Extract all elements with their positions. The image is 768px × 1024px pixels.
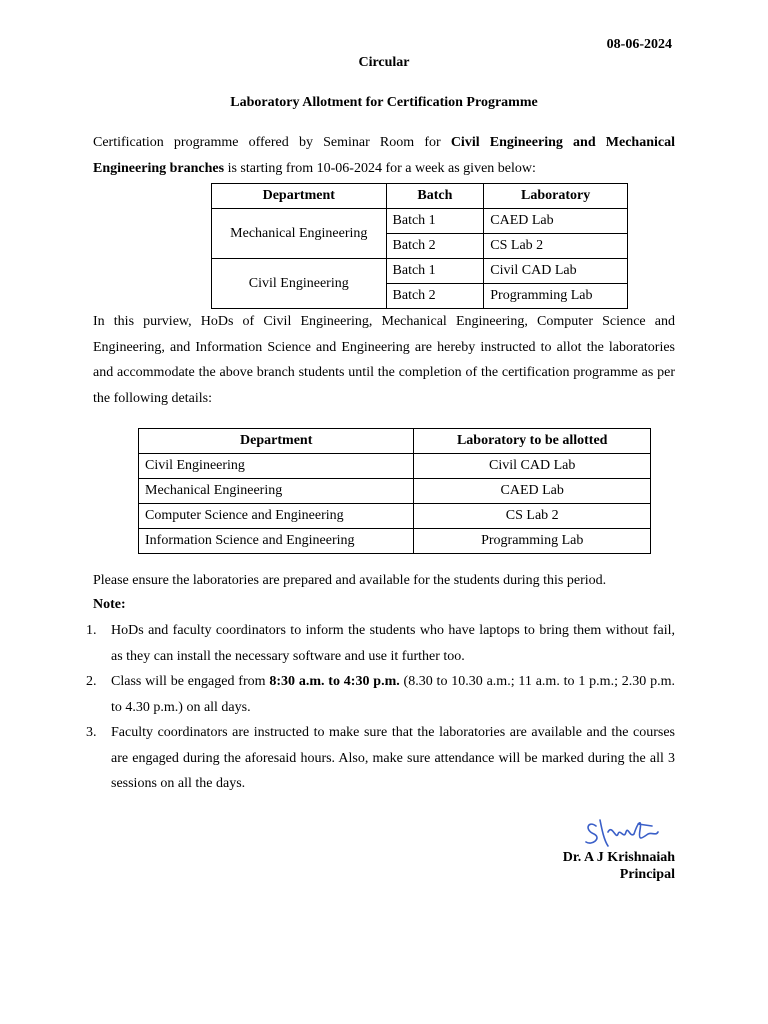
department-cell: Civil Engineering — [139, 454, 414, 479]
notes-list — [86, 618, 676, 797]
list-item — [86, 618, 675, 669]
signatory-block — [563, 849, 675, 883]
table-row — [139, 454, 651, 479]
department-cell: Civil Engineering — [212, 259, 387, 309]
circular-subject: Laboratory Allotment for Certification Programme — [230, 95, 538, 110]
note-label: Note: — [93, 597, 126, 612]
batch-allotment-table — [211, 183, 628, 309]
table-row — [139, 529, 651, 554]
list-item — [86, 720, 675, 797]
note-text: Class will be engaged from — [111, 674, 270, 689]
table-row — [212, 259, 628, 284]
laboratory-cell: CAED Lab — [484, 209, 628, 234]
laboratory-cell: CAED Lab — [414, 479, 651, 504]
intro-text-1: Certification programme offered by Seminar Room for — [93, 135, 451, 150]
list-item — [86, 669, 676, 720]
table-header: Batch — [386, 184, 484, 209]
note-text: Faculty coordinators are instructed to make sure that the laboratories are available and the courses are engaged during the aforesaid hours. Also, make sure attendance will be marked during the all 3 sessions on all the days. — [111, 725, 675, 791]
note-text-bold: 8:30 a.m. to 4:30 p.m. — [269, 674, 400, 689]
table-row — [212, 209, 628, 234]
intro-text-bold: Civil Engineering and Mechanical Engineering branches — [93, 135, 675, 176]
batch-cell: Batch 2 — [386, 284, 484, 309]
batch-cell: Batch 1 — [386, 259, 484, 284]
table-header: Department — [139, 429, 414, 454]
circular-heading: Circular — [358, 55, 410, 70]
intro-text-2: is starting from 10-06-2024 for a week as given below: — [224, 160, 536, 176]
lab-allotment-table — [138, 428, 651, 554]
department-cell: Mechanical Engineering — [212, 209, 387, 259]
table-header: Laboratory to be allotted — [414, 429, 651, 454]
batch-cell: Batch 1 — [386, 209, 484, 234]
batch-cell: Batch 2 — [386, 234, 484, 259]
intro-paragraph — [93, 130, 675, 181]
circular-date: 08-06-2024 — [606, 37, 672, 52]
table-row — [139, 479, 651, 504]
laboratory-cell: Civil CAD Lab — [414, 454, 651, 479]
laboratory-cell: Programming Lab — [414, 529, 651, 554]
note-text: HoDs and faculty coordinators to inform the students who have laptops to bring them without fail, as they can install the necessary software and use it further too. — [111, 623, 675, 664]
instruction-paragraph: In this purview, HoDs of Civil Engineering, Mechanical Engineering, Computer Science and Engineering, and Information Science and Engineering are hereby instructed to allot the laboratories and accommodate the above branch students until the completion of the certification programme as per the following details: — [93, 314, 675, 406]
laboratory-cell: CS Lab 2 — [484, 234, 628, 259]
table-header: Laboratory — [484, 184, 628, 209]
laboratory-cell: Civil CAD Lab — [484, 259, 628, 284]
note-text: (8.30 to 10.30 a.m.; 11 a.m. to 1 p.m.; 2.30 p.m. to 4.30 p.m.) on all days. — [111, 674, 676, 715]
department-cell: Information Science and Engineering — [139, 529, 414, 554]
list-number: 1. — [86, 623, 97, 638]
department-cell: Computer Science and Engineering — [139, 504, 414, 529]
laboratory-cell: CS Lab 2 — [414, 504, 651, 529]
signatory-name: Dr. A J Krishnaiah — [562, 850, 675, 865]
list-number: 3. — [86, 725, 97, 740]
table-row — [139, 504, 651, 529]
ensure-paragraph: Please ensure the laboratories are prepared and available for the students during this period. — [93, 573, 607, 588]
table-header-row — [139, 429, 651, 454]
laboratory-cell: Programming Lab — [484, 284, 628, 309]
department-cell: Mechanical Engineering — [139, 479, 414, 504]
list-number: 2. — [86, 674, 97, 689]
signature-icon — [582, 812, 662, 852]
signatory-title: Principal — [619, 867, 675, 882]
table-header: Department — [212, 184, 387, 209]
table-header-row — [212, 184, 628, 209]
